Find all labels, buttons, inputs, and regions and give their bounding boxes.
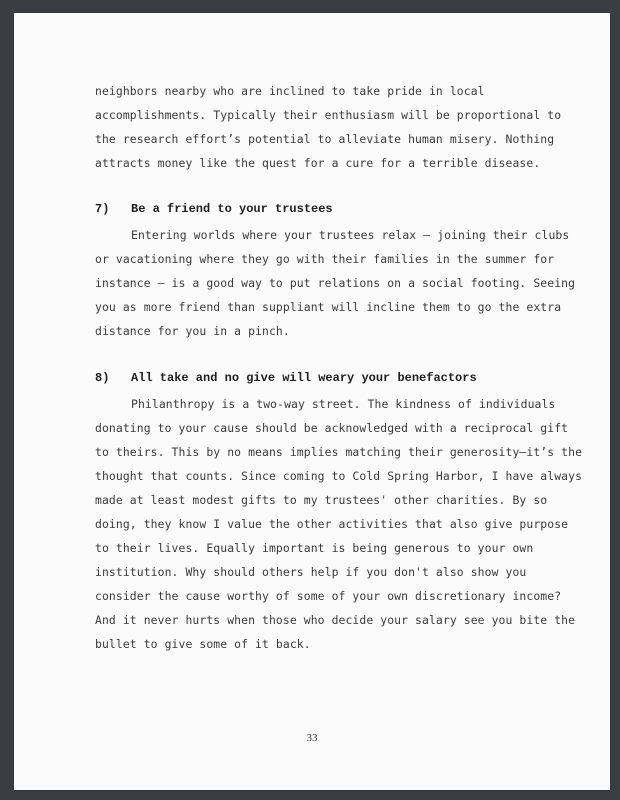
body-text-line: to their lives. Equally important is being generous to your own: [95, 541, 534, 555]
body-text-line: accomplishments. Typically their enthusiasm will be proportional to: [95, 108, 562, 122]
body-text-line: doing, they know I value the other activities that also give purpose: [95, 517, 569, 531]
body-text-line: consider the cause worthy of some of your own discretionary income?: [95, 589, 562, 603]
section-number: 8): [95, 371, 110, 385]
page-number: 33: [306, 732, 318, 744]
body-text-line: the research effort’s potential to alleviate human misery. Nothing: [95, 132, 555, 146]
body-text-line: or vacationing where they go with their families in the summer for: [95, 252, 555, 266]
body-text-line: made at least modest gifts to my trustees' other charities. By so: [95, 493, 548, 507]
section-heading-7: [95, 202, 333, 216]
body-text-line: donating to your cause should be acknowledged with a reciprocal gift: [95, 421, 569, 435]
body-text-line: institution. Why should others help if you don't also show you: [95, 565, 527, 579]
body-text-line: Philanthropy is a two-way street. The kindness of individuals: [131, 397, 556, 411]
section-heading-8: [95, 371, 477, 385]
body-text-line: to theirs. This by no means implies matching their generosity—it’s the: [95, 445, 583, 459]
body-text-line: neighbors nearby who are inclined to take pride in local: [95, 84, 485, 98]
section-number: 7): [95, 202, 110, 216]
body-text-line: And it never hurts when those who decide your salary see you bite the: [95, 613, 576, 627]
section-title: All take and no give will weary your benefactors: [131, 371, 477, 385]
document-page: [14, 13, 610, 790]
body-text-line: bullet to give some of it back.: [95, 637, 311, 651]
body-text-line: distance for you in a pinch.: [95, 324, 290, 338]
body-text-line: instance — is a good way to put relations on a social footing. Seeing: [95, 276, 576, 290]
section-title: Be a friend to your trustees: [131, 202, 333, 216]
body-text-line: Entering worlds where your trustees relax — joining their clubs: [131, 228, 570, 242]
body-text-line: thought that counts. Since coming to Cold Spring Harbor, I have always: [95, 469, 583, 483]
body-text-line: attracts money like the quest for a cure for a terrible disease.: [95, 156, 541, 170]
body-text-line: you as more friend than suppliant will incline them to go the extra: [95, 300, 562, 314]
